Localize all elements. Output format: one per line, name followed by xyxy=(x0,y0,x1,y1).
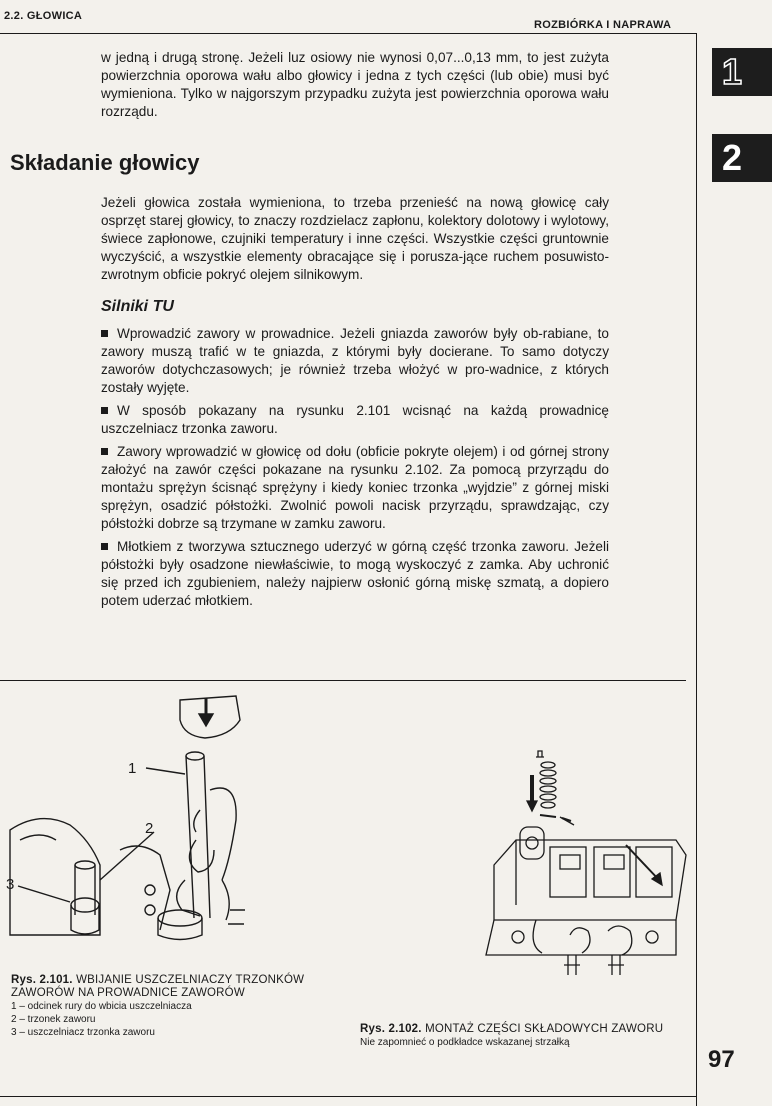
figure-2-102-title-text: MONTAŻ CZĘŚCI SKŁADOWYCH ZAWORU xyxy=(425,1023,664,1035)
margin-rule xyxy=(696,33,697,1106)
list-item xyxy=(101,443,609,533)
section-title: Składanie głowicy xyxy=(10,150,200,175)
intro-paragraph: w jedną i drugą stronę. Jeżeli luz osiowy nie wynosi 0,07...0,13 mm, to jest zużyta powierzchnia oporowa wału albo głowicy i jedna z tych części (lub obie) musi być wymieniona. Tylko w najgorszym przypadku zużyta jest powierzchnia oporowa wału rozrządu. xyxy=(101,50,609,119)
figure-1-label-3: 3 xyxy=(6,876,15,893)
bullet-square-icon xyxy=(101,330,108,337)
figure-2-101-title-line-1: WBIJANIE USZCZELNIACZY TRZONKÓW xyxy=(76,974,305,986)
list-item xyxy=(101,325,609,397)
bullet-text: Młotkiem z tworzywa sztucznego uderzyć w górną część trzonka zaworu. Jeżeli półstożki były osadzone niewłaściwie, to mogą wyskoczyć z zamka. Aby uchronić się przed ich zgubieniem, należy najpierw osłonić górną miskę szmatą, a dopiero potem uderzać młotkiem. xyxy=(101,539,609,608)
bullet-text: Wprowadzić zawory w prowadnice. Jeżeli gniazda zaworów były ob-rabiane, to zawory muszą trafić w te gniazda, z którymi były docierane. To samo dotyczy zaworów dotychczasowych; je również trzeba włożyć w pro-wadnice, z których zostały wyjęte. xyxy=(101,326,609,395)
chapter-tab-1-label: 1 xyxy=(722,51,743,92)
figure-2-101-number: Rys. 2.101. xyxy=(11,974,73,986)
figure-2-101-legend-item: 2 – trzonek zaworu xyxy=(11,1014,96,1025)
bullet-square-icon xyxy=(101,543,108,550)
figure-2-101-legend-item: 1 – odcinek rury do wbicia uszczelniacza xyxy=(11,1001,192,1012)
subsection-title: Silniki TU xyxy=(101,298,174,315)
figure-2-102-illustration xyxy=(476,745,696,1010)
figure-2-101-caption xyxy=(11,974,341,1039)
running-header-section: 2.2. GŁOWICA xyxy=(4,10,83,22)
chapter-tab-1 xyxy=(712,48,772,96)
figure-2-102-number: Rys. 2.102. xyxy=(360,1023,422,1035)
bullet-square-icon xyxy=(101,448,108,455)
figure-2-102-title xyxy=(360,1023,690,1036)
section-paragraph: Jeżeli głowica została wymieniona, to trzeba przenieść na nową głowicę cały osprzęt starej głowicy, to znaczy rozdzielacz zapłonu, kolektory dolotowy i wylotowy, świece zapłonowe, czujniki temperatury i inne części. Wszystkie części gruntownie wyczyścić, a wszystkie elementy obracające się i porusza-jące ruchem posuwisto-zwrotnym obficie pokryć olejem silnikowym. xyxy=(101,195,609,282)
figure-2-102-note: Nie zapomnieć o podkładce wskazanej strzałką xyxy=(360,1037,570,1048)
footer-rule xyxy=(0,1096,697,1097)
bullet-text: Zawory wprowadzić w głowicę od dołu (obficie pokryte olejem) i od górnej strony założyć na zawór części pokazane na rysunku 2.102. Za pomocą przyrządu do montażu sprężyn ścisnąć sprężyny i kiedy koniec trzonka „wyjdzie” z górnej miski sprężyn, osadzić półstożki. Zwolnić powoli nacisk przyrządu, sprawdzając, czy półstożki dobrze są trzymane w zamku zaworu. xyxy=(101,444,609,531)
figures-divider xyxy=(0,680,686,681)
figure-2-102-caption xyxy=(360,1023,690,1049)
list-item xyxy=(101,538,609,610)
bullet-text: W sposób pokazany na rysunku 2.101 wcisnąć na każdą prowadnicę uszczelniacz trzonka zaworu. xyxy=(101,403,609,436)
figure-1-label-2: 2 xyxy=(145,820,154,837)
page-number: 97 xyxy=(708,1046,735,1073)
bullet-square-icon xyxy=(101,407,108,414)
figure-2-101-illustration xyxy=(0,690,285,965)
running-header-chapter: ROZBIÓRKA I NAPRAWA xyxy=(534,19,672,31)
chapter-tab-2-label: 2 xyxy=(722,137,743,178)
header-rule xyxy=(0,33,697,34)
figure-2-101-title-line-2: ZAWORÓW NA PROWADNICE ZAWORÓW xyxy=(11,987,245,999)
bullet-list xyxy=(101,325,609,615)
figure-1-label-1: 1 xyxy=(128,760,137,777)
list-item xyxy=(101,402,609,438)
chapter-tab-2 xyxy=(712,134,772,182)
figure-2-101-legend-item: 3 – uszczelniacz trzonka zaworu xyxy=(11,1027,155,1038)
figure-2-101-title xyxy=(11,974,341,987)
